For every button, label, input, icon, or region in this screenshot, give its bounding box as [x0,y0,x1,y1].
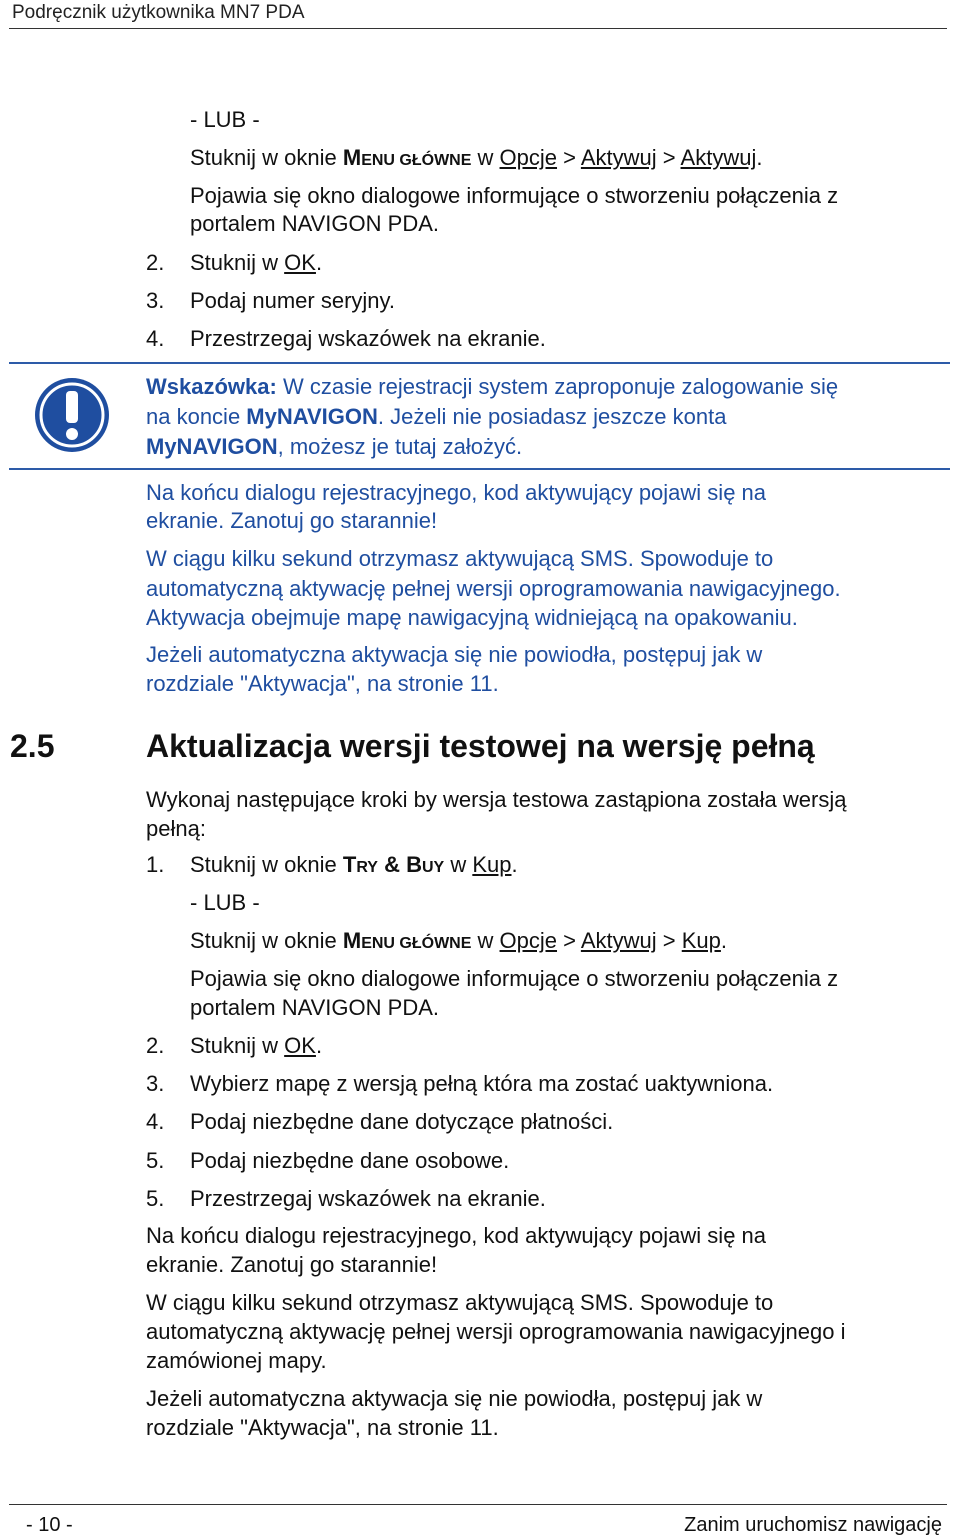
link-activate-2[interactable]: Aktywuj [680,145,757,170]
alt-instruction: Stuknij w oknie MENU GŁÓWNE w Opcje > Aktywuj > Kup. [190,928,728,953]
chapter-title: Zanim uruchomisz nawigację [684,1514,942,1536]
para-fallback-l2: rozdziale "Aktywacja", na stronie 11. [146,671,499,696]
step-text: Stuknij w OK. [190,1033,323,1058]
step-text: Podaj numer seryjny. [190,288,396,313]
link-options[interactable]: Opcje [499,145,558,170]
link-ok[interactable]: OK [284,250,316,275]
step-number: 4. [146,1109,165,1134]
section-intro-l2: pełną: [146,816,206,841]
para-activation-code-l2: ekranie. Zanotuj go starannie! [146,1252,438,1277]
lub-separator: - LUB - [190,890,260,915]
tip-bottom-line [9,468,950,470]
section-title: Aktualizacja wersji testowej na wersję pełną [146,728,815,764]
para-fallback-l1: Jeżeli automatyczna aktywacja się nie powiodła, postępuj jak w [146,1386,763,1411]
step-number: 2. [146,250,165,275]
link-options[interactable]: Opcje [499,928,558,953]
link-activate[interactable]: Aktywuj [580,145,657,170]
tip-box [9,362,950,470]
alt-instruction: Stuknij w oknie MENU GŁÓWNE w Opcje > Aktywuj > Aktywuj. [190,145,763,170]
try-buy-label: TRY & BUY [342,852,445,877]
menu-label: MENU GŁÓWNE [342,928,472,953]
link-buy[interactable]: Kup [472,852,512,877]
section-intro-l1: Wykonaj następujące kroki by wersja testowa zastąpiona została wersją [146,787,847,812]
step-text: Wybierz mapę z wersją pełną która ma zostać uaktywniona. [190,1071,774,1096]
step-text: Przestrzegaj wskazówek na ekranie. [190,326,546,351]
brand-name: MyNAVIGON [146,434,278,459]
para-sms-l2: automatyczną aktywację pełnej wersji oprogramowania nawigacyjnego. [146,576,841,601]
step-number: 3. [146,1071,165,1096]
lub-separator: - LUB - [190,107,260,132]
step-number: 4. [146,326,165,351]
menu-label: MENU GŁÓWNE [342,145,472,170]
step-text: Stuknij w oknie TRY & BUY w Kup. [190,852,518,877]
step-number: 1. [146,852,165,877]
dialog-info-line2: portalem NAVIGON PDA. [190,995,439,1020]
section-number: 2.5 [10,728,55,764]
para-activation-code-l1: Na końcu dialogu rejestracyjnego, kod aktywujący pojawi się na [146,480,767,505]
step-text: Stuknij w OK. [190,250,323,275]
para-sms-l1: W ciągu kilku sekund otrzymasz aktywującą SMS. Spowoduje to [146,546,774,571]
tip-top-line [9,362,950,364]
para-activation-code-l2: ekranie. Zanotuj go starannie! [146,508,438,533]
page-number: - 10 - [26,1514,73,1536]
dialog-info-line1: Pojawia się okno dialogowe informujące o stworzeniu połączenia z [190,966,839,991]
footer-rule [9,1504,947,1505]
tip-text: Wskazówka: W czasie rejestracji system zaproponuje zalogowanie się na koncie MyNAVIGON. Jeżeli nie posiadasz jeszcze konta MyNAVIGON, możesz je tutaj założyć. [146,374,839,459]
para-sms-l3: Aktywacja obejmuje mapę nawigacyjną widniejącą na opakowaniu. [146,605,798,630]
link-activate[interactable]: Aktywuj [580,928,657,953]
exclamation-icon [33,376,111,454]
dialog-info-line2: portalem NAVIGON PDA. [190,211,439,236]
step-number: 5. [146,1148,165,1173]
step-text: Podaj niezbędne dane osobowe. [190,1148,510,1173]
step-number: 3. [146,288,165,313]
page-header-title: Podręcznik użytkownika MN7 PDA [12,2,305,23]
link-ok[interactable]: OK [284,1033,316,1058]
link-buy[interactable]: Kup [681,928,721,953]
para-activation-code-l1: Na końcu dialogu rejestracyjnego, kod aktywujący pojawi się na [146,1223,767,1248]
dialog-info-line1: Pojawia się okno dialogowe informujące o stworzeniu połączenia z [190,183,839,208]
para-sms-l1: W ciągu kilku sekund otrzymasz aktywującą SMS. Spowoduje to [146,1290,774,1315]
step-text: Przestrzegaj wskazówek na ekranie. [190,1186,546,1211]
para-fallback-l1: Jeżeli automatyczna aktywacja się nie powiodła, postępuj jak w [146,642,763,667]
para-sms-l2: automatyczną aktywację pełnej wersji oprogramowania nawigacyjnego i [146,1319,846,1344]
para-fallback-l2: rozdziale "Aktywacja", na stronie 11. [146,1415,499,1440]
tip-label: Wskazówka: [146,374,277,399]
step-number: 2. [146,1033,165,1058]
step-number: 5. [146,1186,165,1211]
brand-name: MyNAVIGON [246,404,378,429]
para-sms-l3: zamówionej mapy. [146,1348,327,1373]
header-rule [9,28,947,29]
step-text: Podaj niezbędne dane dotyczące płatności. [190,1109,614,1134]
